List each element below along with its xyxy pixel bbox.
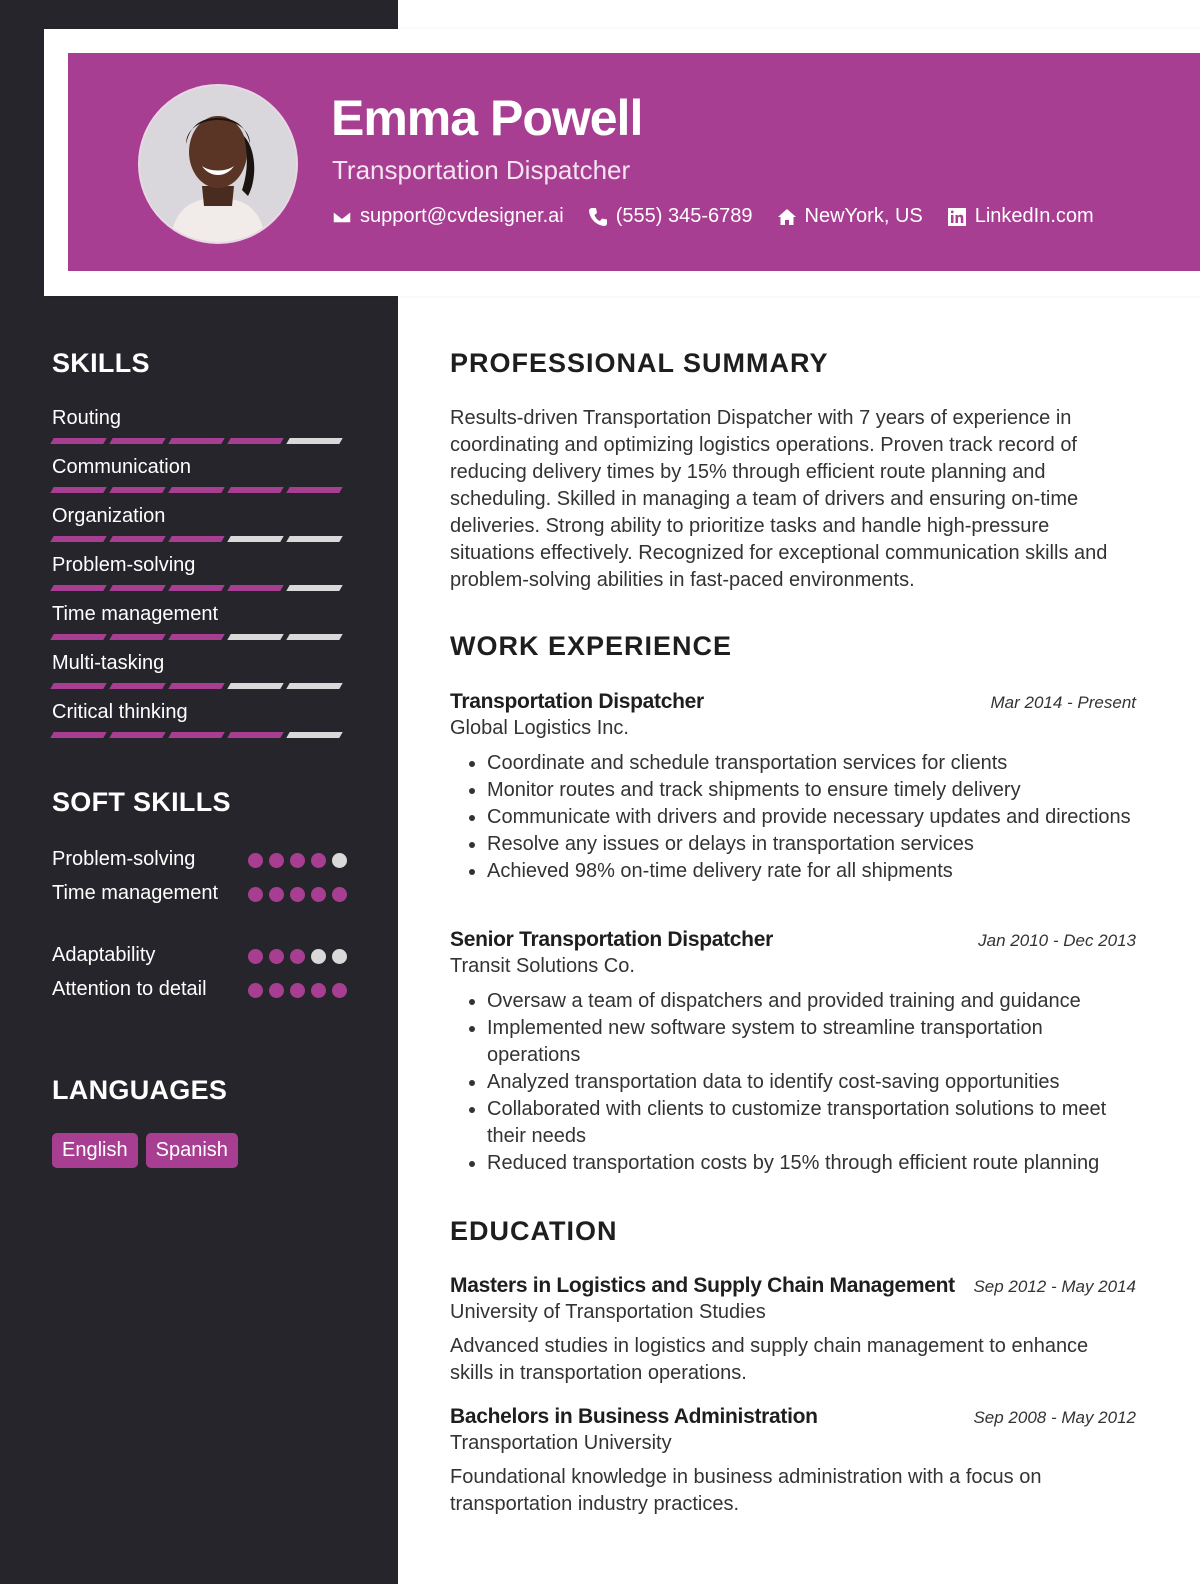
contact-linkedin[interactable] (947, 205, 1094, 228)
rating-dot (248, 887, 263, 902)
skill-level-segment (109, 585, 165, 591)
skill-level-bar (52, 585, 352, 591)
skill-item (52, 699, 352, 748)
summary-heading: PROFESSIONAL SUMMARY (450, 348, 829, 378)
job-bullet: • Reduced transportation costs by 15% through efficient route planning (487, 1150, 1136, 1177)
school-name: Transportation University (450, 1432, 672, 1454)
rating-dot (269, 887, 284, 902)
skill-level-segment (50, 438, 106, 444)
skill-level-bar (52, 536, 352, 542)
degree-title: Masters in Logistics and Supply Chain Management (450, 1274, 955, 1297)
language-badge: English (52, 1133, 138, 1168)
skill-name: Critical thinking (52, 701, 188, 723)
skill-name: Communication (52, 456, 191, 478)
job-bullet: • Resolve any issues or delays in transportation services (487, 831, 1136, 858)
contact-location-text: NewYork, US (804, 205, 923, 227)
skill-level-segment (286, 487, 342, 493)
soft-skill-item (52, 880, 347, 907)
education-description: Foundational knowledge in business administration with a focus on transportation industry practices. (450, 1466, 1042, 1515)
soft-skill-rating (248, 846, 347, 873)
skill-level-segment (50, 683, 106, 689)
profile-photo (138, 84, 298, 244)
job-entry (450, 928, 1136, 1177)
job-company: Global Logistics Inc. (450, 717, 629, 739)
job-title: Senior Transportation Dispatcher (450, 928, 773, 951)
soft-skill-item (52, 942, 347, 969)
skill-level-segment (109, 438, 165, 444)
candidate-role: Transportation Dispatcher (332, 155, 631, 185)
envelope-icon (332, 207, 352, 227)
contact-location (777, 205, 923, 228)
home-icon (777, 207, 797, 227)
rating-dot (290, 949, 305, 964)
skill-level-segment (50, 585, 106, 591)
skill-level-segment (50, 732, 106, 738)
education-date: Sep 2012 - May 2014 (973, 1277, 1136, 1296)
skill-item (52, 601, 352, 650)
skill-item (52, 454, 352, 503)
work-heading: WORK EXPERIENCE (450, 631, 733, 661)
skill-level-bar (52, 487, 352, 493)
skill-level-segment (109, 732, 165, 738)
skill-level-segment (168, 487, 224, 493)
job-bullets (450, 988, 1136, 1177)
job-bullets (450, 750, 1136, 885)
rating-dot (290, 887, 305, 902)
skill-name: Organization (52, 505, 166, 527)
skills-heading: SKILLS (52, 348, 150, 378)
education-date: Sep 2008 - May 2012 (973, 1408, 1136, 1427)
school-name: University of Transportation Studies (450, 1301, 766, 1323)
job-date: Mar 2014 - Present (990, 693, 1136, 712)
soft-skill-name: Problem-solving (52, 848, 196, 870)
skill-level-segment (227, 732, 283, 738)
job-bullet: • Collaborated with clients to customize transportation solutions to meet their needs (487, 1096, 1136, 1150)
rating-dot (311, 983, 326, 998)
education-entry (450, 1274, 1136, 1387)
rating-dot (332, 949, 347, 964)
job-bullet: • Achieved 98% on-time delivery rate for all shipments (487, 858, 1136, 885)
skill-level-segment (227, 585, 283, 591)
person-silhouette-icon (140, 86, 296, 242)
soft-skill-item (52, 976, 347, 1003)
skill-item (52, 405, 352, 454)
job-bullet: • Analyzed transportation data to identify cost-saving opportunities (487, 1069, 1136, 1096)
skill-level-segment (168, 634, 224, 640)
job-bullet: • Oversaw a team of dispatchers and provided training and guidance (487, 988, 1136, 1015)
skill-level-segment (50, 487, 106, 493)
skills-list (52, 405, 352, 748)
skill-level-segment (168, 585, 224, 591)
contact-linkedin-text: LinkedIn.com (974, 205, 1094, 227)
soft-skill-rating (248, 942, 347, 969)
rating-dot (311, 887, 326, 902)
skill-level-segment (50, 634, 106, 640)
skill-level-segment (168, 732, 224, 738)
skill-level-segment (168, 683, 224, 689)
job-bullet: • Monitor routes and track shipments to ensure timely delivery (487, 777, 1136, 804)
skill-name: Multi-tasking (52, 652, 165, 674)
skill-level-segment (227, 634, 283, 640)
skill-level-segment (168, 438, 224, 444)
skill-level-segment (109, 536, 165, 542)
languages-list (52, 1133, 238, 1168)
skill-level-segment (286, 634, 342, 640)
skill-level-bar (52, 683, 352, 689)
skill-level-segment (227, 438, 283, 444)
linkedin-icon (947, 207, 967, 227)
job-entry (450, 690, 1136, 885)
job-bullet: • Communicate with drivers and provide necessary updates and directions (487, 804, 1136, 831)
soft-skills-heading: SOFT SKILLS (52, 787, 231, 817)
soft-skill-name: Time management (52, 882, 218, 904)
contact-email[interactable] (332, 205, 564, 228)
skill-level-segment (168, 536, 224, 542)
skill-level-segment (227, 536, 283, 542)
skill-level-bar (52, 732, 352, 738)
education-entry (450, 1405, 1136, 1518)
skill-level-segment (109, 634, 165, 640)
skill-level-segment (286, 438, 342, 444)
skill-item (52, 552, 352, 601)
soft-skill-name: Adaptability (52, 944, 156, 966)
skill-level-bar (52, 634, 352, 640)
phone-icon (588, 207, 608, 227)
skill-name: Routing (52, 407, 121, 429)
job-company: Transit Solutions Co. (450, 955, 635, 977)
rating-dot (332, 887, 347, 902)
education-heading: EDUCATION (450, 1216, 618, 1246)
rating-dot (311, 853, 326, 868)
degree-title: Bachelors in Business Administration (450, 1405, 818, 1428)
rating-dot (248, 853, 263, 868)
skill-level-segment (286, 536, 342, 542)
rating-dot (290, 853, 305, 868)
skill-level-segment (109, 683, 165, 689)
rating-dot (311, 949, 326, 964)
languages-heading: LANGUAGES (52, 1075, 228, 1105)
skill-level-segment (286, 585, 342, 591)
skill-level-segment (227, 487, 283, 493)
skill-name: Time management (52, 603, 218, 625)
soft-skill-name: Attention to detail (52, 978, 207, 1000)
skill-level-segment (109, 487, 165, 493)
contact-bar (332, 205, 1094, 228)
skill-level-bar (52, 438, 352, 444)
skill-level-segment (286, 732, 342, 738)
skill-level-segment (227, 683, 283, 689)
job-bullet: • Implemented new software system to streamline transportation operations (487, 1015, 1136, 1069)
education-description: Advanced studies in logistics and supply chain management to enhance skills in transportation operations. (450, 1335, 1089, 1384)
contact-phone[interactable] (588, 205, 753, 228)
job-title: Transportation Dispatcher (450, 690, 704, 713)
rating-dot (332, 853, 347, 868)
rating-dot (248, 983, 263, 998)
rating-dot (269, 983, 284, 998)
rating-dot (269, 949, 284, 964)
job-bullet: • Coordinate and schedule transportation services for clients (487, 750, 1136, 777)
rating-dot (290, 983, 305, 998)
skill-level-segment (50, 536, 106, 542)
contact-phone-text: (555) 345-6789 (615, 205, 753, 227)
skill-name: Problem-solving (52, 554, 196, 576)
skill-level-segment (286, 683, 342, 689)
soft-skill-item (52, 846, 347, 873)
rating-dot (332, 983, 347, 998)
job-date: Jan 2010 - Dec 2013 (978, 931, 1136, 950)
summary-text: Results-driven Transportation Dispatcher with 7 years of experience in coordinating and optimizing logistics operations. Proven track record of reducing delivery times by 15% through efficient route planning and scheduling. Skilled in managing a team of drivers and ensuring on-time deliveries. Strong ability to prioritize tasks and handle high-pressure situations effectively. Recognized for exceptional communication skills and problem-solving abilities in fast-paced environments. (450, 407, 1108, 591)
soft-skill-rating (248, 880, 347, 907)
candidate-name: Emma Powell (331, 90, 643, 146)
language-badge: Spanish (146, 1133, 238, 1168)
rating-dot (248, 949, 263, 964)
rating-dot (269, 853, 284, 868)
soft-skill-rating (248, 976, 347, 1003)
skill-item (52, 503, 352, 552)
contact-email-text: support@cvdesigner.ai (360, 205, 564, 227)
skill-item (52, 650, 352, 699)
